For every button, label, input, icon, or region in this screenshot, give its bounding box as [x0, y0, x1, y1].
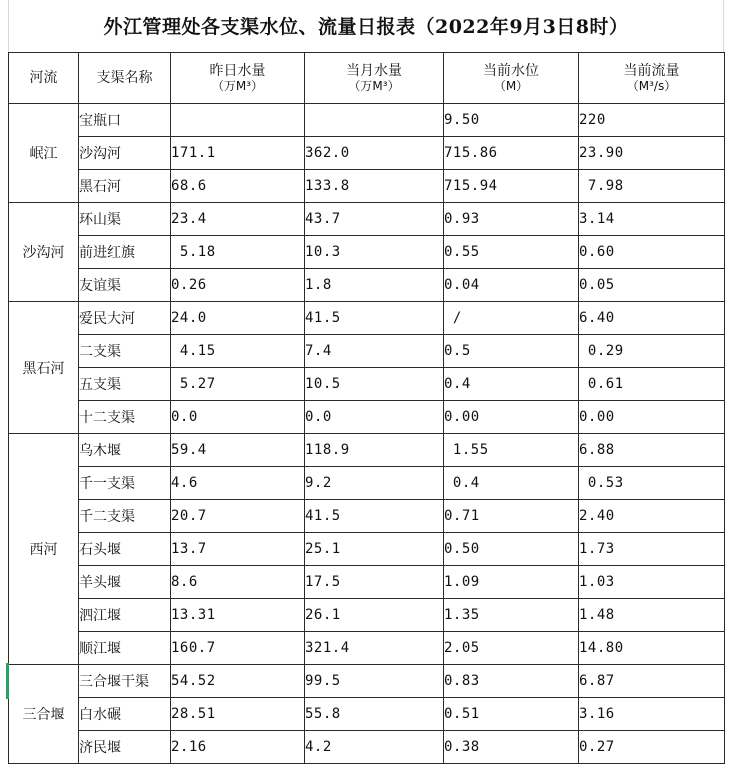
branch-name-cell[interactable]: 宝瓶口 [79, 104, 171, 137]
current-flow-cell[interactable]: 1.73 [579, 533, 725, 566]
table-row [9, 698, 725, 731]
table-row [9, 170, 725, 203]
current-level-cell[interactable]: 0.00 [444, 401, 579, 434]
month-water-cell[interactable]: 118.9 [305, 434, 444, 467]
branch-name-cell[interactable]: 沙沟河 [79, 137, 171, 170]
table-row [9, 500, 725, 533]
table-row [9, 632, 725, 665]
month-water-cell[interactable]: 10.5 [305, 368, 444, 401]
header-cell-branch[interactable]: 支渠名称 [79, 53, 171, 104]
month-water-cell[interactable] [305, 104, 444, 137]
branch-name-cell[interactable]: 二支渠 [79, 335, 171, 368]
month-water-cell[interactable]: 43.7 [305, 203, 444, 236]
current-level-cell[interactable]: 1.35 [444, 599, 579, 632]
current-flow-cell[interactable]: 3.16 [579, 698, 725, 731]
yesterday-water-cell[interactable]: 8.6 [171, 566, 305, 599]
table-row [9, 665, 725, 698]
month-water-cell[interactable]: 7.4 [305, 335, 444, 368]
header-unit-yesterday-water: （万M³） [211, 78, 264, 93]
river-cell[interactable]: 三合堰 [9, 665, 79, 764]
yesterday-water-cell[interactable] [171, 104, 305, 137]
month-water-cell[interactable]: 41.5 [305, 302, 444, 335]
yesterday-water-cell[interactable]: 2.16 [171, 731, 305, 764]
current-level-cell[interactable]: 0.83 [444, 665, 579, 698]
month-water-cell[interactable]: 362.0 [305, 137, 444, 170]
branch-name-cell[interactable]: 白水碾 [79, 698, 171, 731]
month-water-cell[interactable]: 55.8 [305, 698, 444, 731]
current-flow-cell[interactable]: 0.29 [579, 335, 725, 368]
current-flow-cell[interactable]: 1.48 [579, 599, 725, 632]
current-level-cell[interactable]: 715.86 [444, 137, 579, 170]
current-flow-cell[interactable]: 2.40 [579, 500, 725, 533]
yesterday-water-cell[interactable]: 28.51 [171, 698, 305, 731]
header-cell-river[interactable]: 河流 [9, 53, 79, 104]
table-row [9, 236, 725, 269]
branch-name-cell[interactable]: 石头堰 [79, 533, 171, 566]
current-flow-cell[interactable]: 220 [579, 104, 725, 137]
branch-name-cell[interactable]: 前进红旗 [79, 236, 171, 269]
current-level-cell[interactable]: 0.55 [444, 236, 579, 269]
yesterday-water-cell[interactable]: 59.4 [171, 434, 305, 467]
month-water-cell[interactable]: 321.4 [305, 632, 444, 665]
yesterday-water-cell[interactable]: 160.7 [171, 632, 305, 665]
current-flow-cell[interactable]: 0.27 [579, 731, 725, 764]
row-selection-marker [6, 663, 9, 699]
table-row [9, 731, 725, 764]
current-level-cell[interactable]: 0.5 [444, 335, 579, 368]
table-row [9, 566, 725, 599]
current-level-cell[interactable]: 9.50 [444, 104, 579, 137]
current-level-cell[interactable]: 0.71 [444, 500, 579, 533]
current-level-cell[interactable]: 0.38 [444, 731, 579, 764]
yesterday-water-cell[interactable]: 0.26 [171, 269, 305, 302]
current-flow-cell[interactable]: 23.90 [579, 137, 725, 170]
table-row [9, 401, 725, 434]
river-cell[interactable]: 黑石河 [9, 302, 79, 434]
current-level-cell[interactable]: 0.4 [444, 467, 579, 500]
table-row [9, 302, 725, 335]
report-table [8, 52, 725, 764]
current-flow-cell[interactable]: 0.61 [579, 368, 725, 401]
header-cell-current-level[interactable]: 当前水位 （M） [444, 53, 579, 104]
header-row [9, 53, 725, 104]
yesterday-water-cell[interactable]: 13.31 [171, 599, 305, 632]
branch-name-cell[interactable]: 羊头堰 [79, 566, 171, 599]
yesterday-water-cell[interactable]: 171.1 [171, 137, 305, 170]
month-water-cell[interactable]: 4.2 [305, 731, 444, 764]
river-cell[interactable]: 岷江 [9, 104, 79, 203]
current-level-cell[interactable]: 2.05 [444, 632, 579, 665]
header-unit-current-level: （M） [493, 78, 529, 93]
current-flow-cell[interactable]: 6.40 [579, 302, 725, 335]
current-flow-cell[interactable]: 7.98 [579, 170, 725, 203]
table-row [9, 368, 725, 401]
river-cell[interactable]: 沙沟河 [9, 203, 79, 302]
current-flow-cell[interactable]: 0.60 [579, 236, 725, 269]
branch-name-cell[interactable]: 黑石河 [79, 170, 171, 203]
current-flow-cell[interactable]: 3.14 [579, 203, 725, 236]
yesterday-water-cell[interactable]: 4.6 [171, 467, 305, 500]
yesterday-water-cell[interactable]: 54.52 [171, 665, 305, 698]
month-water-cell[interactable]: 133.8 [305, 170, 444, 203]
header-cell-current-flow[interactable]: 当前流量 （M³/s） [579, 53, 725, 104]
current-level-cell[interactable]: 0.51 [444, 698, 579, 731]
branch-name-cell[interactable]: 乌木堰 [79, 434, 171, 467]
header-cell-month-water[interactable]: 当月水量 （万M³） [305, 53, 444, 104]
month-water-cell[interactable]: 99.5 [305, 665, 444, 698]
branch-name-cell[interactable]: 济民堰 [79, 731, 171, 764]
current-level-cell[interactable]: 0.04 [444, 269, 579, 302]
month-water-cell[interactable]: 0.0 [305, 401, 444, 434]
current-level-cell[interactable]: 0.50 [444, 533, 579, 566]
yesterday-water-cell[interactable]: 68.6 [171, 170, 305, 203]
yesterday-water-cell[interactable]: 5.18 [171, 236, 305, 269]
current-flow-cell[interactable]: 1.03 [579, 566, 725, 599]
branch-name-cell[interactable]: 千一支渠 [79, 467, 171, 500]
river-cell[interactable]: 西河 [9, 434, 79, 665]
table-row [9, 599, 725, 632]
current-flow-cell[interactable]: 14.80 [579, 632, 725, 665]
current-level-cell[interactable]: 0.93 [444, 203, 579, 236]
branch-name-cell[interactable]: 三合堰干渠 [79, 665, 171, 698]
month-water-cell[interactable]: 10.3 [305, 236, 444, 269]
month-water-cell[interactable]: 1.8 [305, 269, 444, 302]
month-water-cell[interactable]: 25.1 [305, 533, 444, 566]
current-level-cell[interactable]: 715.94 [444, 170, 579, 203]
branch-name-cell[interactable]: 顺江堰 [79, 632, 171, 665]
yesterday-water-cell[interactable]: 5.27 [171, 368, 305, 401]
current-level-cell[interactable]: 0.4 [444, 368, 579, 401]
table-row [9, 137, 725, 170]
branch-name-cell[interactable]: 环山渠 [79, 203, 171, 236]
current-flow-cell[interactable]: 0.00 [579, 401, 725, 434]
table-row [9, 104, 725, 137]
yesterday-water-cell[interactable]: 20.7 [171, 500, 305, 533]
branch-name-cell[interactable]: 千二支渠 [79, 500, 171, 533]
report-title[interactable]: 外江管理处各支渠水位、流量日报表（2022年9月3日8时） [103, 16, 629, 38]
current-flow-cell[interactable]: 0.53 [579, 467, 725, 500]
current-flow-cell[interactable]: 6.88 [579, 434, 725, 467]
header-unit-current-flow: （M³/s） [626, 78, 677, 93]
header-unit-month-water: （万M³） [348, 78, 400, 93]
current-level-cell[interactable]: / [444, 302, 579, 335]
current-level-cell[interactable]: 1.55 [444, 434, 579, 467]
yesterday-water-cell[interactable]: 4.15 [171, 335, 305, 368]
table-row [9, 467, 725, 500]
header-cell-yesterday-water[interactable]: 昨日水量 （万M³） [171, 53, 305, 104]
branch-name-cell[interactable]: 友谊渠 [79, 269, 171, 302]
table-row [9, 335, 725, 368]
table-row [9, 203, 725, 236]
month-water-cell[interactable]: 41.5 [305, 500, 444, 533]
branch-name-cell[interactable]: 五支渠 [79, 368, 171, 401]
branch-name-cell[interactable]: 爱民大河 [79, 302, 171, 335]
month-water-cell[interactable]: 17.5 [305, 566, 444, 599]
branch-name-cell[interactable]: 泗江堰 [79, 599, 171, 632]
yesterday-water-cell[interactable]: 23.4 [171, 203, 305, 236]
table-row [9, 269, 725, 302]
yesterday-water-cell[interactable]: 13.7 [171, 533, 305, 566]
yesterday-water-cell[interactable]: 24.0 [171, 302, 305, 335]
report-body [9, 104, 725, 764]
month-water-cell[interactable]: 26.1 [305, 599, 444, 632]
table-row [9, 533, 725, 566]
current-level-cell[interactable]: 1.09 [444, 566, 579, 599]
current-flow-cell[interactable]: 6.87 [579, 665, 725, 698]
branch-name-cell[interactable]: 十二支渠 [79, 401, 171, 434]
yesterday-water-cell[interactable]: 0.0 [171, 401, 305, 434]
table-row [9, 434, 725, 467]
month-water-cell[interactable]: 9.2 [305, 467, 444, 500]
current-flow-cell[interactable]: 0.05 [579, 269, 725, 302]
